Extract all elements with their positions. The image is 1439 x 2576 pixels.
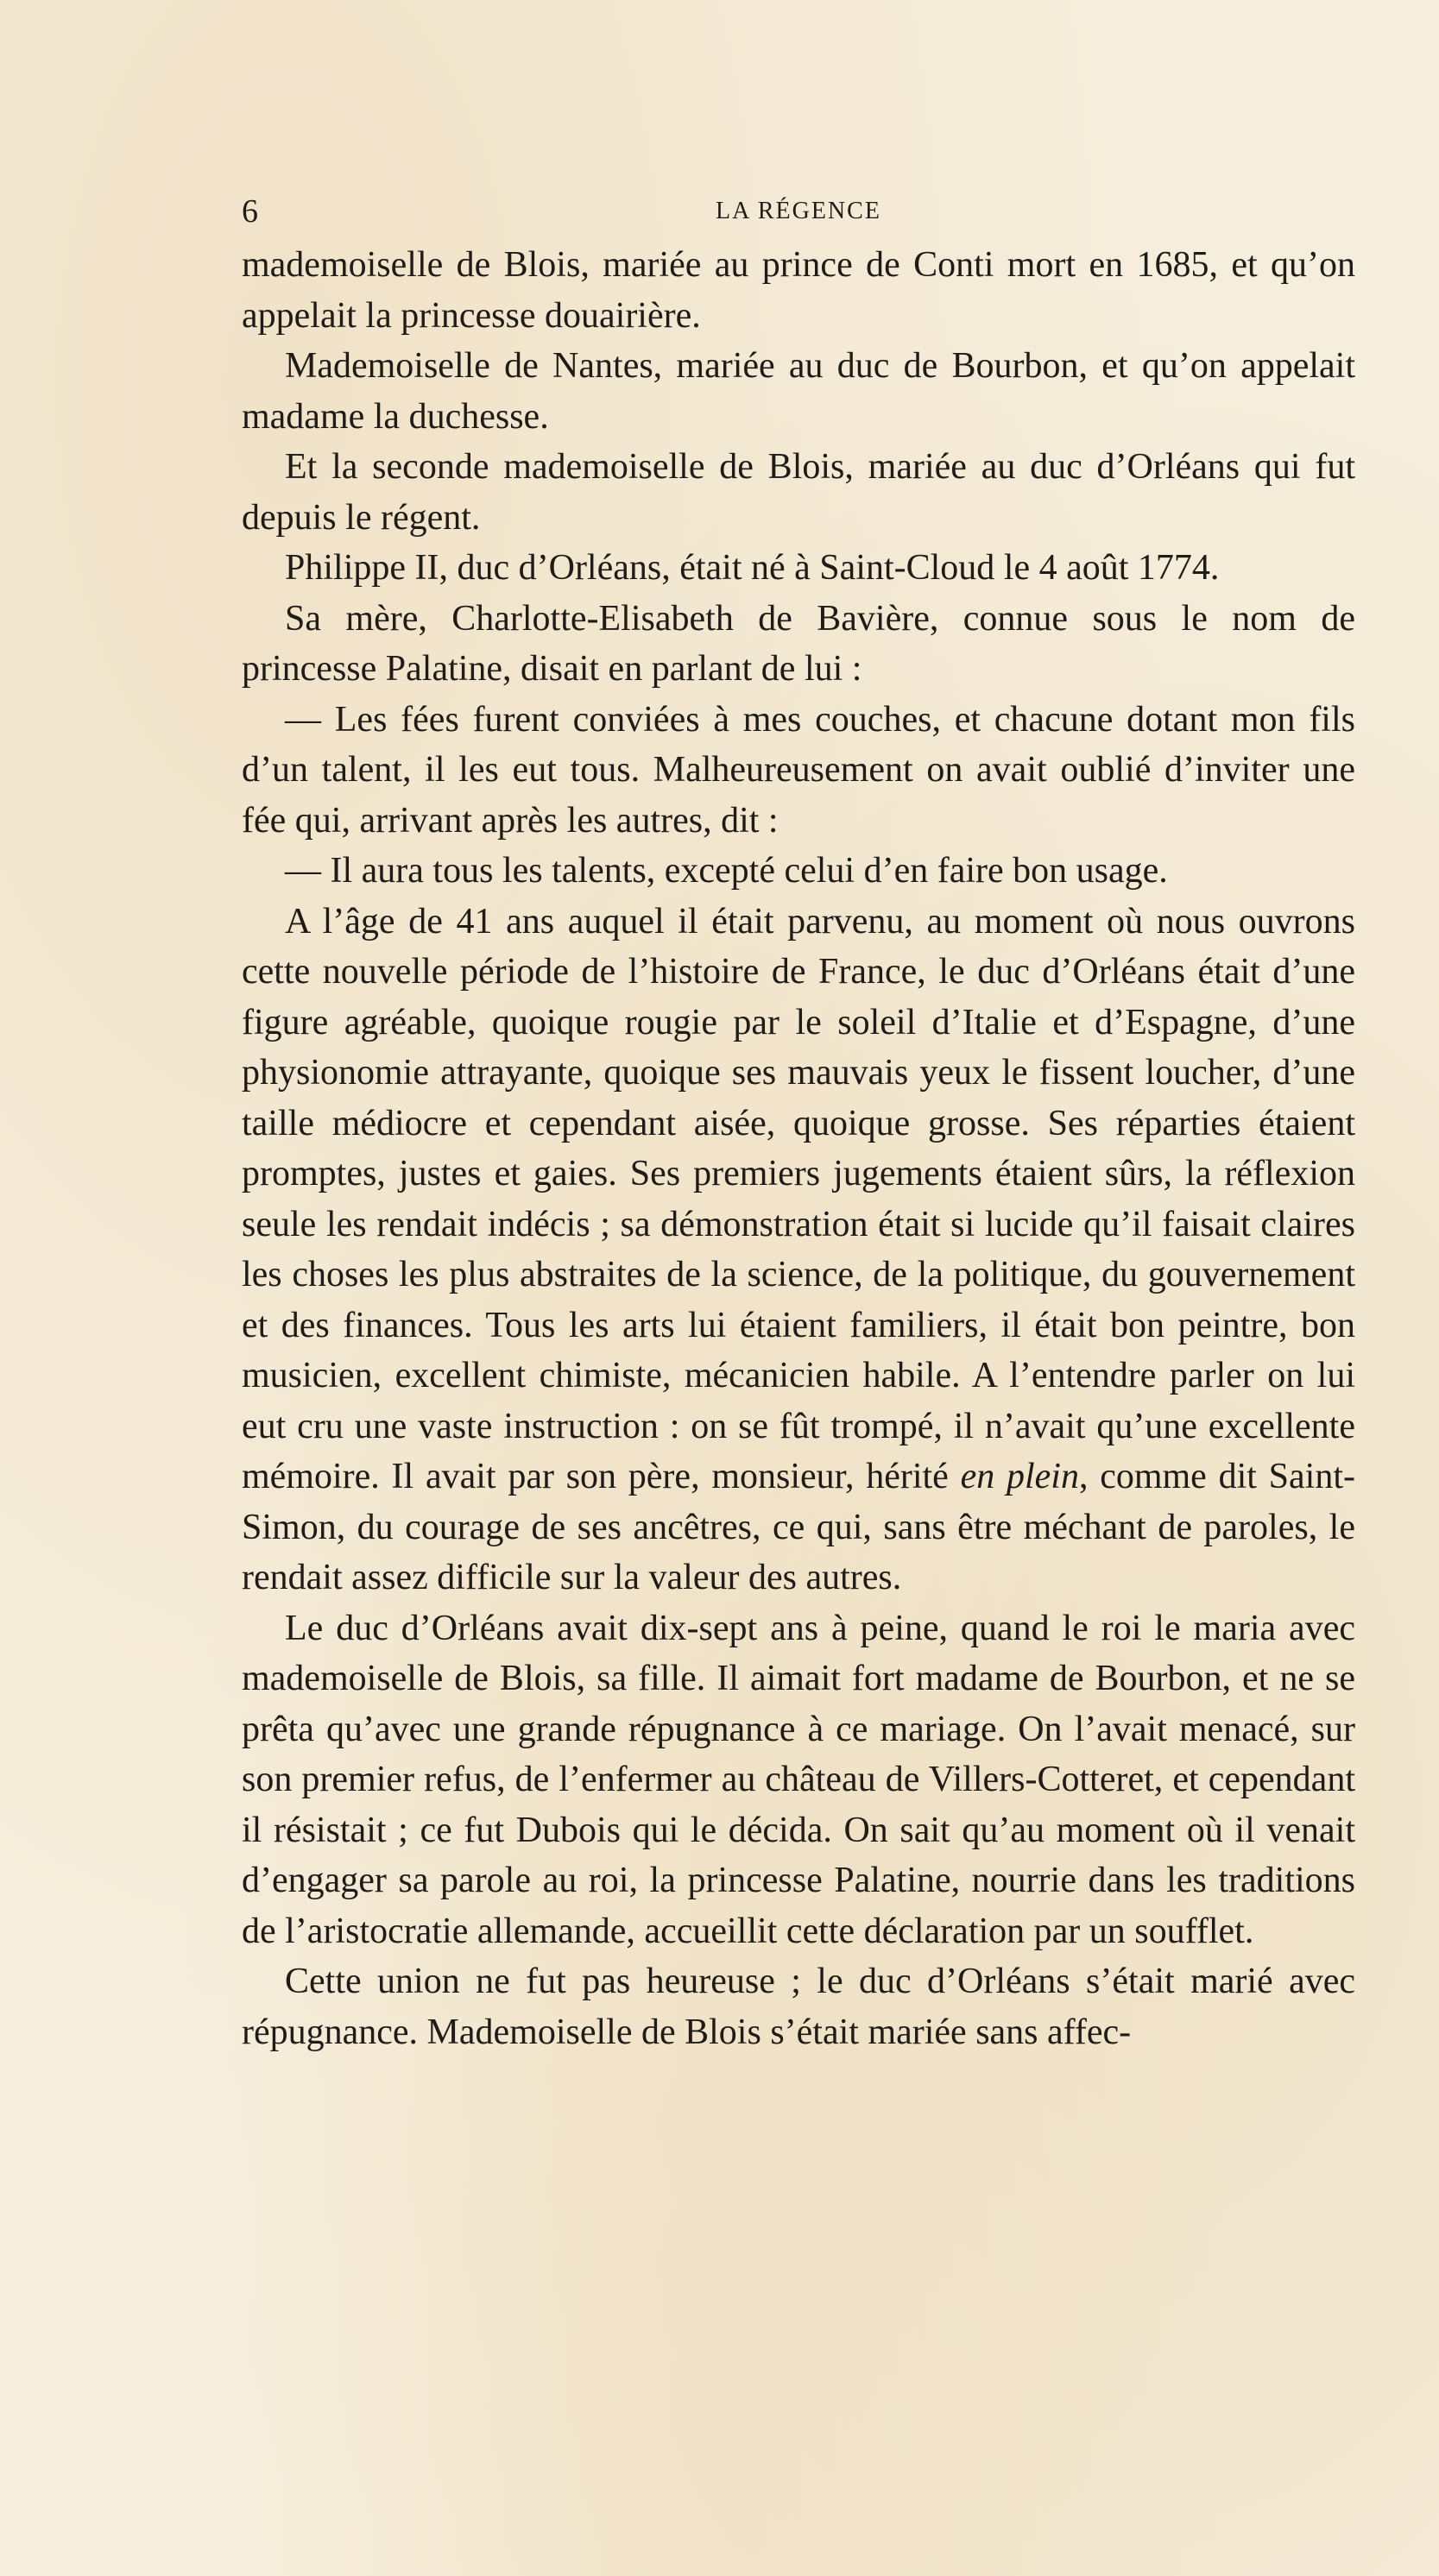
paragraph-10: Cette union ne fut pas heureuse ; le duc d’Orléans s’était marié avec répugnance. Mademoiselle de Blois s’était mariée sans affec- <box>242 1962 1355 2052</box>
running-head: LA RÉGENCE <box>716 198 881 224</box>
page-body <box>242 240 1355 2057</box>
paragraph-7: — Il aura tous les talents, excepté celui d’en faire bon usage. <box>285 851 1168 891</box>
paragraph-2: Mademoiselle de Nantes, mariée au duc de Bourbon, et qu’on appelait madame la duchesse. <box>242 346 1355 437</box>
paragraph-5: Sa mère, Charlotte-Elisabeth de Bavière, connue sous le nom de princesse Palatine, disait en parlant de lui : <box>242 598 1355 689</box>
italic-phrase: en plein <box>960 1457 1079 1496</box>
paragraph-8-tail: , comme dit Saint-Simon, du courage de ses ancêtres, ce qui, sans être méchant de paroles, le rendait assez difficile sur la valeur des autres. <box>242 1457 1355 1597</box>
paragraph-9: Le duc d’Orléans avait dix-sept ans à peine, quand le roi le maria avec mademoiselle de Blois, sa fille. Il aimait fort madame de Bourbon, et ne se prêta qu’avec une grande répugnance à ce mariage. On l’avait menacé, sur son premier refus, de l’enfermer au château de Villers-Cotteret, et cependant il résistait ; ce fut Dubois qui le décida. On sait qu’au moment où il venait d’engager sa parole au roi, la princesse Palatine, nourrie dans les traditions de l’aristocratie allemande, accueillit cette déclaration par un soufflet. <box>242 1608 1355 1951</box>
paragraph-4: Philippe II, duc d’Orléans, était né à Saint-Cloud le 4 août 1774. <box>285 548 1220 588</box>
paragraph-6: — Les fées furent conviées à mes couches, et chacune dotant mon fils d’un talent, il les eut tous. Malheureusement on avait oublié d’inviter une fée qui, arrivant après les autres, dit : <box>242 699 1355 841</box>
paragraph-1: mademoiselle de Blois, mariée au prince de Conti mort en 1685, et qu’on appelait la princesse douairière. <box>242 245 1355 336</box>
page-header <box>242 192 1355 231</box>
paragraph-8-text: A l’âge de 41 ans auquel il était parvenu, au moment où nous ouvrons cette nouvelle période de l’histoire de France, le duc d’Orléans était d’une figure agréable, quoique rougie par le soleil d’Italie et d’Espagne, d’une physionomie attrayante, quoique ses mauvais yeux le fissent loucher, d’une taille médiocre et cependant aisée, quoique grosse. Ses réparties étaient promptes, justes et gaies. Ses premiers jugements étaient sûrs, la réflexion seule les rendait indécis ; sa démonstration était si lucide qu’il faisait claires les choses les plus abstraites de la science, de la politique, du gouvernement et des finances. Tous les arts lui étaient familiers, il était bon peintre, bon musicien, excellent chimiste, mécanicien habile. A l’entendre parler on lui eut cru une vaste instruction : on se fût trompé, il n’avait qu’une excellente mémoire. Il avait par son père, monsieur, hérité <box>242 901 1355 1496</box>
paragraph-3: Et la seconde mademoiselle de Blois, mariée au duc d’Orléans qui fut depuis le régent. <box>242 447 1355 538</box>
paragraph-8 <box>242 897 1355 1603</box>
page-number: 6 <box>242 193 258 230</box>
